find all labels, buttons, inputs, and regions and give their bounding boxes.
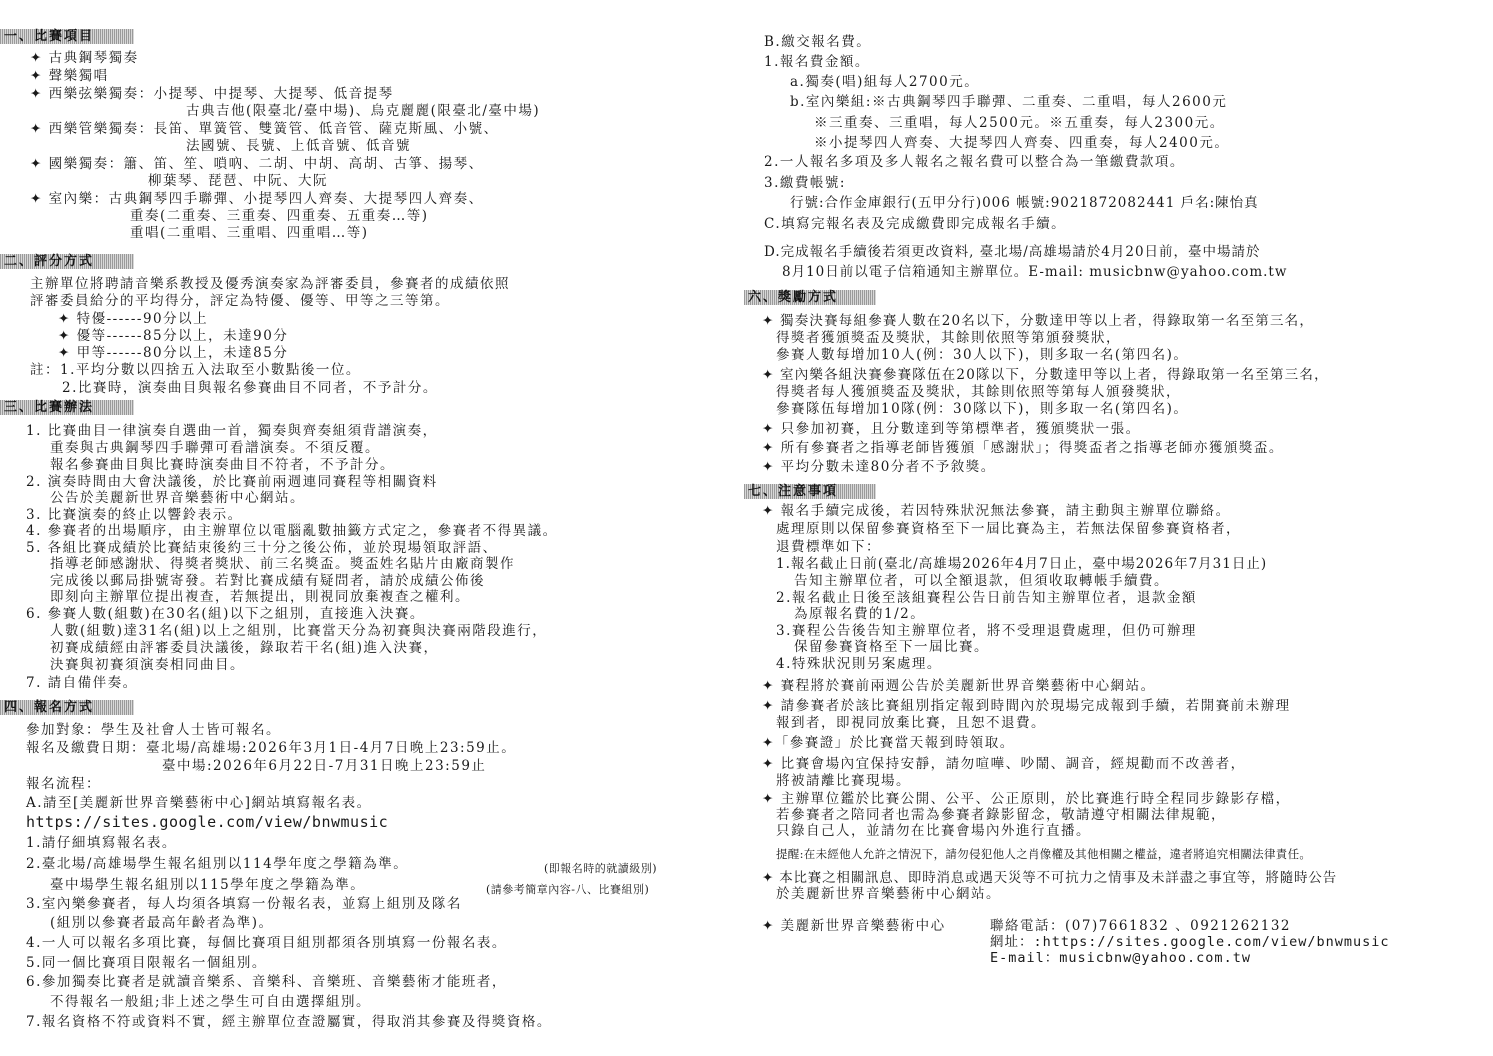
list-item: ✦ 室內樂：古典鋼琴四手聯彈、小提琴四人齊奏、大提琴四人齊奏、	[30, 191, 484, 207]
text-line: 得獎者每人獲頒獎盃及獎狀，其餘則依照等第每人頒發獎狀，	[776, 384, 1181, 400]
text-line: ✦ 平均分數未達80分者不予敘獎。	[762, 459, 996, 475]
text-line: C.填寫完報名表及完成繳費即完成報名手續。	[764, 216, 1067, 232]
text-line: 只錄自己人，並請勿在比賽會場內外進行直播。	[776, 823, 1091, 839]
text-line: 2.臺北場/高雄場學生報名組別以114學年度之學籍為準。	[26, 856, 409, 872]
text-line: B.繳交報名費。	[764, 34, 872, 50]
text-line: 初賽成績經由評審委員決議後，錄取若干名(組)進入決賽，	[50, 640, 439, 656]
text-line: ✦ 特優------90分以上	[58, 311, 209, 327]
text-line: 報名參賽曲目與比賽時演奏曲目不符者，不予計分。	[50, 457, 395, 473]
text-line: ✦ 請參賽者於該比賽組別指定報到時間內於現場完成報到手續，若開賽前未辦理	[762, 698, 1291, 714]
text-note: (即報名時的就讀級別)	[544, 862, 658, 875]
contact-phone: 聯絡電話：(07)7661832 、0921262132	[990, 918, 1292, 934]
text-line: 1.請仔細填寫報名表。	[26, 835, 177, 851]
text-line: 將被請離比賽現場。	[776, 773, 911, 789]
text-line: ✦ 只參加初賽，且分數達到等第標準者，獲頒獎狀一張。	[762, 421, 1141, 437]
section-header-rules: 三、比賽辦法	[0, 400, 134, 415]
text-line: 參加對象：學生及社會人士皆可報名。	[26, 722, 281, 738]
text-line: 3.繳費帳號:	[764, 175, 846, 191]
text-line: ※小提琴四人齊奏、大提琴四人齊奏、四重奏，每人2400元。	[814, 135, 1230, 151]
text-line: 即刻向主辦單位提出複查，若無提出，則視同放棄複查之權利。	[50, 589, 470, 605]
section-header-scoring: 二、評分方式	[0, 254, 134, 269]
text-line: 1.報名費金額。	[764, 54, 870, 70]
text-line: 報名流程：	[26, 776, 101, 792]
text-line: ✦「參賽證」於比賽當天報到時領取。	[762, 735, 1015, 751]
text-line: 3.室內樂參賽者，每人均須各填寫一份報名表，並寫上組別及隊名	[26, 896, 462, 912]
text-line: ✦ 主辦單位鑑於比賽公開、公平、公正原則，於比賽進行時全程同步錄影存檔，	[762, 791, 1291, 807]
text-note: (請參考簡章內容-八、比賽組別)	[486, 883, 650, 896]
text-line: 7.報名資格不符或資料不實，經主辦單位查證屬實，得取消其參賽及得獎資格。	[26, 1014, 552, 1030]
text-line: 7. 請自備伴奏。	[26, 675, 138, 691]
text-line: A.請至[美麗新世界音樂藝術中心]網站填寫報名表。	[26, 795, 372, 811]
text-line: ✦ 甲等------80分以上，未達85分	[58, 345, 289, 361]
text-line: ✦ 所有參賽者之指導老師皆獲頒「感謝狀」；得獎盃者之指導老師亦獲頒獎盃。	[762, 440, 1284, 456]
text-line: ※三重奏、三重唱，每人2500元。※五重奏，每人2300元。	[814, 115, 1225, 131]
contact-email[interactable]: E-mail：musicbnw@yahoo.com.tw	[990, 950, 1251, 966]
text-line: 保留參賽資格至下一屆比賽。	[794, 639, 989, 655]
text-line: 退費標準如下：	[776, 539, 881, 555]
text-line: 臺中場學生報名組別以115學年度之學籍為準。	[50, 877, 366, 893]
text-line: 4.一人可以報名多項比賽，每個比賽項目組別都須各別填寫一份報名表。	[26, 935, 507, 951]
text-line: 於美麗新世界音樂藝術中心網站。	[776, 886, 1001, 902]
list-item: ✦ 古典鋼琴獨奏	[30, 50, 139, 66]
text-line: 重奏與古典鋼琴四手聯彈可看譜演奏。不須反覆。	[50, 440, 380, 456]
list-item: 法國號、長號、上低音號、低音號	[186, 138, 411, 154]
text-line: 公告於美麗新世界音樂藝術中心網站。	[50, 490, 305, 506]
text-line: ✦ 獨奏決賽每組參賽人數在20名以下，分數達甲等以上者，得錄取第一名至第三名，	[762, 313, 1315, 329]
text-line: 得獎者獲頒獎盃及獎狀，其餘則依照等第頒發獎狀，	[776, 330, 1121, 346]
text-line: 5.同一個比賽項目限報名一個組別。	[26, 955, 267, 971]
text-line: 決賽與初賽須演奏相同曲目。	[50, 657, 245, 673]
text-line: 6. 參賽人數(組數)在30名(組)以下之組別，直接進入決賽。	[26, 606, 425, 622]
section-header-notes: 七、注意事項	[744, 484, 876, 499]
text-line: 人數(組數)達31名(組)以上之組別，比賽當天分為初賽與決賽兩階段進行，	[50, 623, 548, 639]
text-line: 參賽人數每增加10人(例：30人以下)，則多取一名(第四名)。	[776, 347, 1189, 363]
text-line: 4.特殊狀況則另案處理。	[776, 656, 942, 672]
text-line: ✦ 優等------85分以上，未達90分	[58, 328, 289, 344]
list-item: 重奏(二重奏、三重奏、四重奏、五重奏…等)	[130, 208, 429, 224]
text-line: 2. 演奏時間由大會決議後，於比賽前兩週連同賽程等相關資料	[26, 474, 438, 490]
list-item: 重唱(二重唱、三重唱、四重唱…等)	[130, 225, 369, 241]
text-line: 5. 各組比賽成績於比賽結束後約三十分之後公佈，並於現場領取評語、	[26, 540, 498, 556]
text-line: 3. 比賽演奏的終止以響鈴表示。	[26, 507, 243, 523]
text-line: ✦ 報名手續完成後，若因特殊狀況無法參賽，請主動與主辦單位聯絡。	[762, 503, 1231, 519]
text-line: 註：1.平均分數以四捨五入法取至小數點後一位。	[30, 362, 361, 378]
text-line: 處理原則以保留參賽資格至下一屆比賽為主，若無法保留參賽資格者，	[776, 521, 1241, 537]
text-line: 評審委員給分的平均得分，評定為特優、優等、甲等之三等第。	[30, 293, 450, 309]
text-line: 3.賽程公告後告知主辦單位者，將不受理退費處理，但仍可辦理	[776, 623, 1197, 639]
text-line: ✦ 本比賽之相關訊息、即時消息或遇天災等不可抗力之情事及未詳盡之事宜等，將隨時公告	[762, 870, 1337, 886]
section-header-competition-items: 一、比賽項目	[0, 29, 134, 44]
text-line: 報到者，即視同放棄比賽，且恕不退費。	[776, 715, 1046, 731]
text-line: 2.一人報名多項及多人報名之報名費可以整合為一筆繳費款項。	[764, 154, 1185, 170]
contact-website[interactable]: 網址：:https://sites.google.com/view/bnwmusic	[990, 934, 1390, 950]
text-line: (組別以參賽者最高年齡者為準)。	[50, 915, 274, 931]
text-line: 8月10日前以電子信箱通知主辦單位。E-mail: musicbnw@yahoo.com.tw	[782, 264, 1288, 280]
section-header-awards: 六、獎勵方式	[744, 290, 876, 305]
text-line: 1. 比賽曲目一律演奏自選曲一首，獨奏與齊奏組須背譜演奏，	[26, 423, 438, 439]
text-line: ✦ 賽程將於賽前兩週公告於美麗新世界音樂藝術中心網站。	[762, 678, 1156, 694]
text-line: 臺中場:2026年6月22日-7月31日晚上23:59止	[162, 758, 487, 774]
text-line: 主辦單位將聘請音樂系教授及優秀演奏家為評審委員，參賽者的成績依照	[30, 276, 510, 292]
text-line: 參賽隊伍每增加10隊(例：30隊以下)，則多取一名(第四名)。	[776, 401, 1189, 417]
text-line: 2.報名截止日後至該組賽程公告日前告知主辦單位者，退款金額	[776, 590, 1197, 606]
text-line: 1.報名截止日前(臺北/高雄場2026年4月7日止，臺中場2026年7月31日止)	[776, 556, 1268, 572]
website-url[interactable]: https://sites.google.com/view/bnwmusic	[26, 813, 389, 831]
text-line: 若參賽者之陪同者也需為參賽者錄影留念，敬請遵守相關法律規範，	[776, 807, 1226, 823]
reminder-line: 提醒:在未經他人允許之情況下，請勿侵犯他人之肖像權及其他相關之權益，違者將追究相關法律責任。	[776, 847, 1312, 861]
text-line: 告知主辦單位者，可以全額退款，但須收取轉帳手續費。	[794, 573, 1169, 589]
text-line: 為原報名費的1/2。	[794, 606, 926, 622]
list-item: 古典吉他(限臺北/臺中場)、烏克麗麗(限臺北/臺中場)	[186, 103, 541, 119]
text-line: a.獨奏(唱)組每人2700元。	[790, 74, 980, 90]
text-line: 指導老師感謝狀、得獎者獎狀、前三名獎盃。獎盃姓名貼片由廠商製作	[50, 556, 515, 572]
text-line: b.室內樂組:※古典鋼琴四手聯彈、二重奏、二重唱，每人2600元	[790, 94, 1228, 110]
organizer-name: ✦ 美麗新世界音樂藝術中心	[762, 918, 946, 934]
list-item: ✦ 西樂弦樂獨奏：小提琴、中提琴、大提琴、低音提琴	[30, 86, 394, 102]
text-line: D.完成報名手續後若須更改資料, 臺北場/高雄場請於4月20日前，臺中場請於	[764, 244, 1261, 260]
list-item: ✦ 國樂獨奏：簫、笛、笙、嗩吶、二胡、中胡、高胡、古箏、揚琴、	[30, 156, 484, 172]
text-line: ✦ 比賽會場內宜保持安靜，請勿喧嘩、吵鬧、調音，經規勸而不改善者，	[762, 756, 1246, 772]
list-item: ✦ 聲樂獨唱	[30, 68, 109, 84]
text-line: 不得報名一般組;非上述之學生可自由選擇組別。	[50, 994, 372, 1010]
list-item: ✦ 西樂管樂獨奏：長笛、單簧管、雙簧管、低音管、薩克斯風、小號、	[30, 121, 499, 137]
text-line: 完成後以郵局掛號寄發。若對比賽成績有疑問者，請於成績公佈後	[50, 573, 485, 589]
text-line: ✦ 室內樂各組決賽參賽隊伍在20隊以下，分數達甲等以上者，得錄取第一名至第三名，	[762, 367, 1329, 383]
text-line: 4. 參賽者的出場順序，由主辦單位以電腦亂數抽籤方式定之，參賽者不得異議。	[26, 523, 558, 539]
section-header-registration: 四、報名方式	[0, 700, 134, 715]
text-line: 6.參加獨奏比賽者是就讀音樂系、音樂科、音樂班、音樂藝術才能班者，	[26, 974, 507, 990]
text-line: 2.比賽時，演奏曲目與報名參賽曲目不同者，不予計分。	[62, 380, 438, 396]
list-item: 柳葉琴、琵琶、中阮、大阮	[148, 173, 328, 189]
bank-account-line: 行號:合作金庫銀行(五甲分行)006 帳號:9021872082441 戶名:陳怡真	[790, 195, 1259, 211]
text-line: 報名及繳費日期：臺北場/高雄場:2026年3月1日-4月7日晚上23:59止。	[26, 740, 517, 756]
